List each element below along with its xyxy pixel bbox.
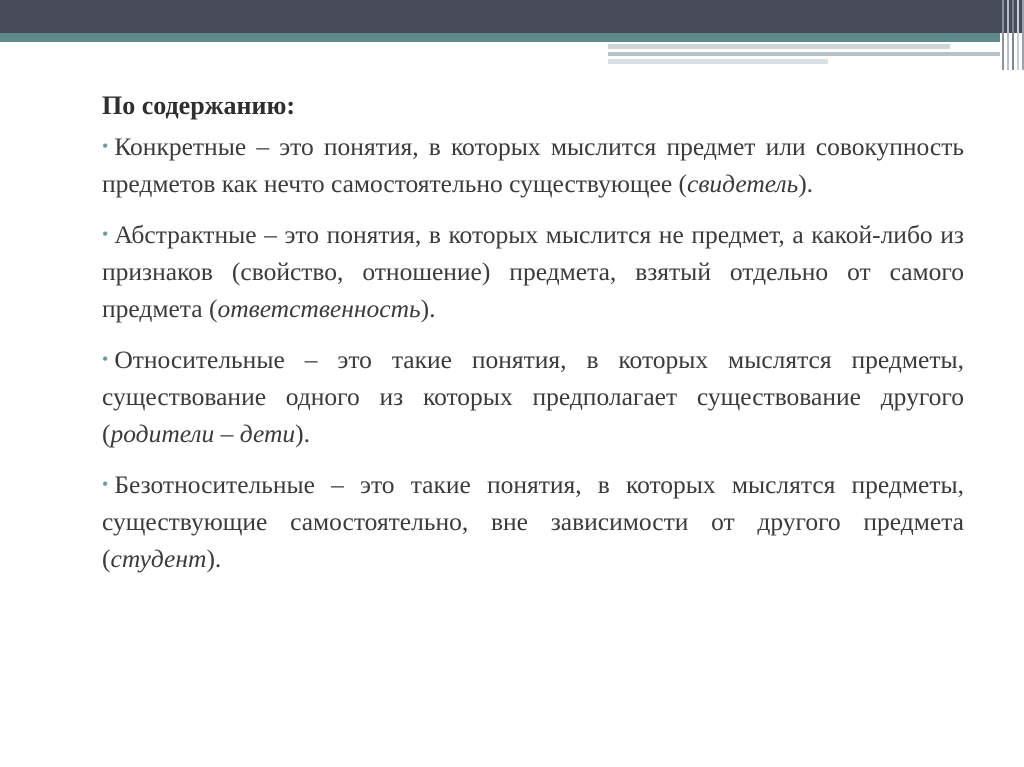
slide-content <box>102 87 964 577</box>
bullet-icon: • <box>102 349 109 369</box>
bullet-suffix: ). <box>206 544 222 573</box>
bullet-item <box>102 128 964 202</box>
bullet-example: ответственность <box>217 294 421 323</box>
bullet-example: студент <box>110 544 207 573</box>
header-vertical-stripes <box>1000 0 1024 70</box>
header-dark-band <box>0 0 1024 33</box>
stripe <box>1017 0 1019 70</box>
bullet-text: Абстрактные – это понятия, в которых мыслится не предмет, а какой-либо из признаков (свойство, отношение) предмета, взятый отдельно от самого предмета ( <box>102 220 964 323</box>
slide-heading: По содержанию: <box>102 91 296 120</box>
stripe <box>1012 0 1014 70</box>
bullet-suffix: ). <box>420 294 436 323</box>
header-accent-line <box>608 44 950 49</box>
header-accent-line <box>608 59 828 64</box>
bullet-suffix: ). <box>798 169 814 198</box>
bullet-icon: • <box>102 474 109 494</box>
bullet-suffix: ). <box>295 419 311 448</box>
bullet-text: Относительные – это такие понятия, в которых мыслятся предметы, существование одного из которых предполагает существование другого ( <box>102 345 964 448</box>
bullet-icon: • <box>102 136 109 156</box>
bullet-text: Безотносительные – это такие понятия, в которых мыслятся предметы, существующие самостоятельно, вне зависимости от другого предмета ( <box>102 470 964 573</box>
stripe <box>1002 0 1004 70</box>
stripe <box>1007 0 1009 70</box>
bullet-item <box>102 216 964 327</box>
bullet-text: Конкретные – это понятия, в которых мыслится предмет или совокупность предметов как нечто самостоятельно существующее ( <box>102 132 964 198</box>
bullet-example: свидетель <box>687 169 799 198</box>
bullet-item <box>102 341 964 452</box>
bullet-icon: • <box>102 224 109 244</box>
header-teal-band <box>0 33 1000 42</box>
bullet-item <box>102 466 964 577</box>
bullet-example: родители – дети <box>110 419 296 448</box>
header-accent-line <box>608 52 1000 56</box>
